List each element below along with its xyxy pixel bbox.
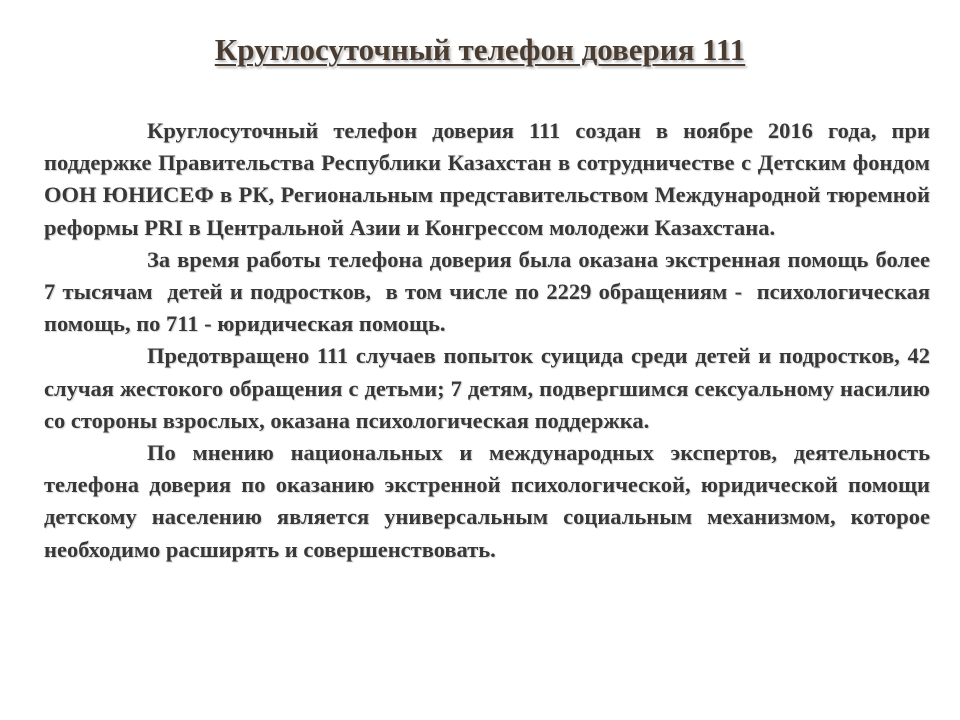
slide-body [44, 115, 936, 566]
paragraph-assistance: За время работы телефона доверия была оказана экстренная помощь более 7 тысячам детей и подростков, в том числе по 2229 обращениям - психологическая помощь, по 711 - юридическая помощь. [44, 246, 936, 337]
slide-title: Круглосуточный телефон доверия 111 [214, 32, 746, 67]
paragraph-expert-opinion: По мнению национальных и международных экспертов, деятельность телефона доверия по оказанию экстренной психологической, юридической помощи детскому населению является универсальным социальным механизмом, которое необходимо расширять и совершенствовать. [44, 440, 936, 562]
paragraph-creation: Круглосуточный телефон доверия 111 создан в ноябре 2016 года, при поддержке Правительства Республики Казахстан в сотрудничестве с Детским фондом ООН ЮНИСЕФ в РК, Региональным представительством Международной тюремной реформы PRI в Центральной Азии и Конгрессом молодежи Казахстана. [44, 118, 936, 240]
paragraph-prevention: Предотвращено 111 случаев попыток суицида среди детей и подростков, 42 случая жестокого обращения с детьми; 7 детям, подвергшимся сексуальному насилию со стороны взрослых, оказана психологическая поддержка. [44, 343, 936, 433]
